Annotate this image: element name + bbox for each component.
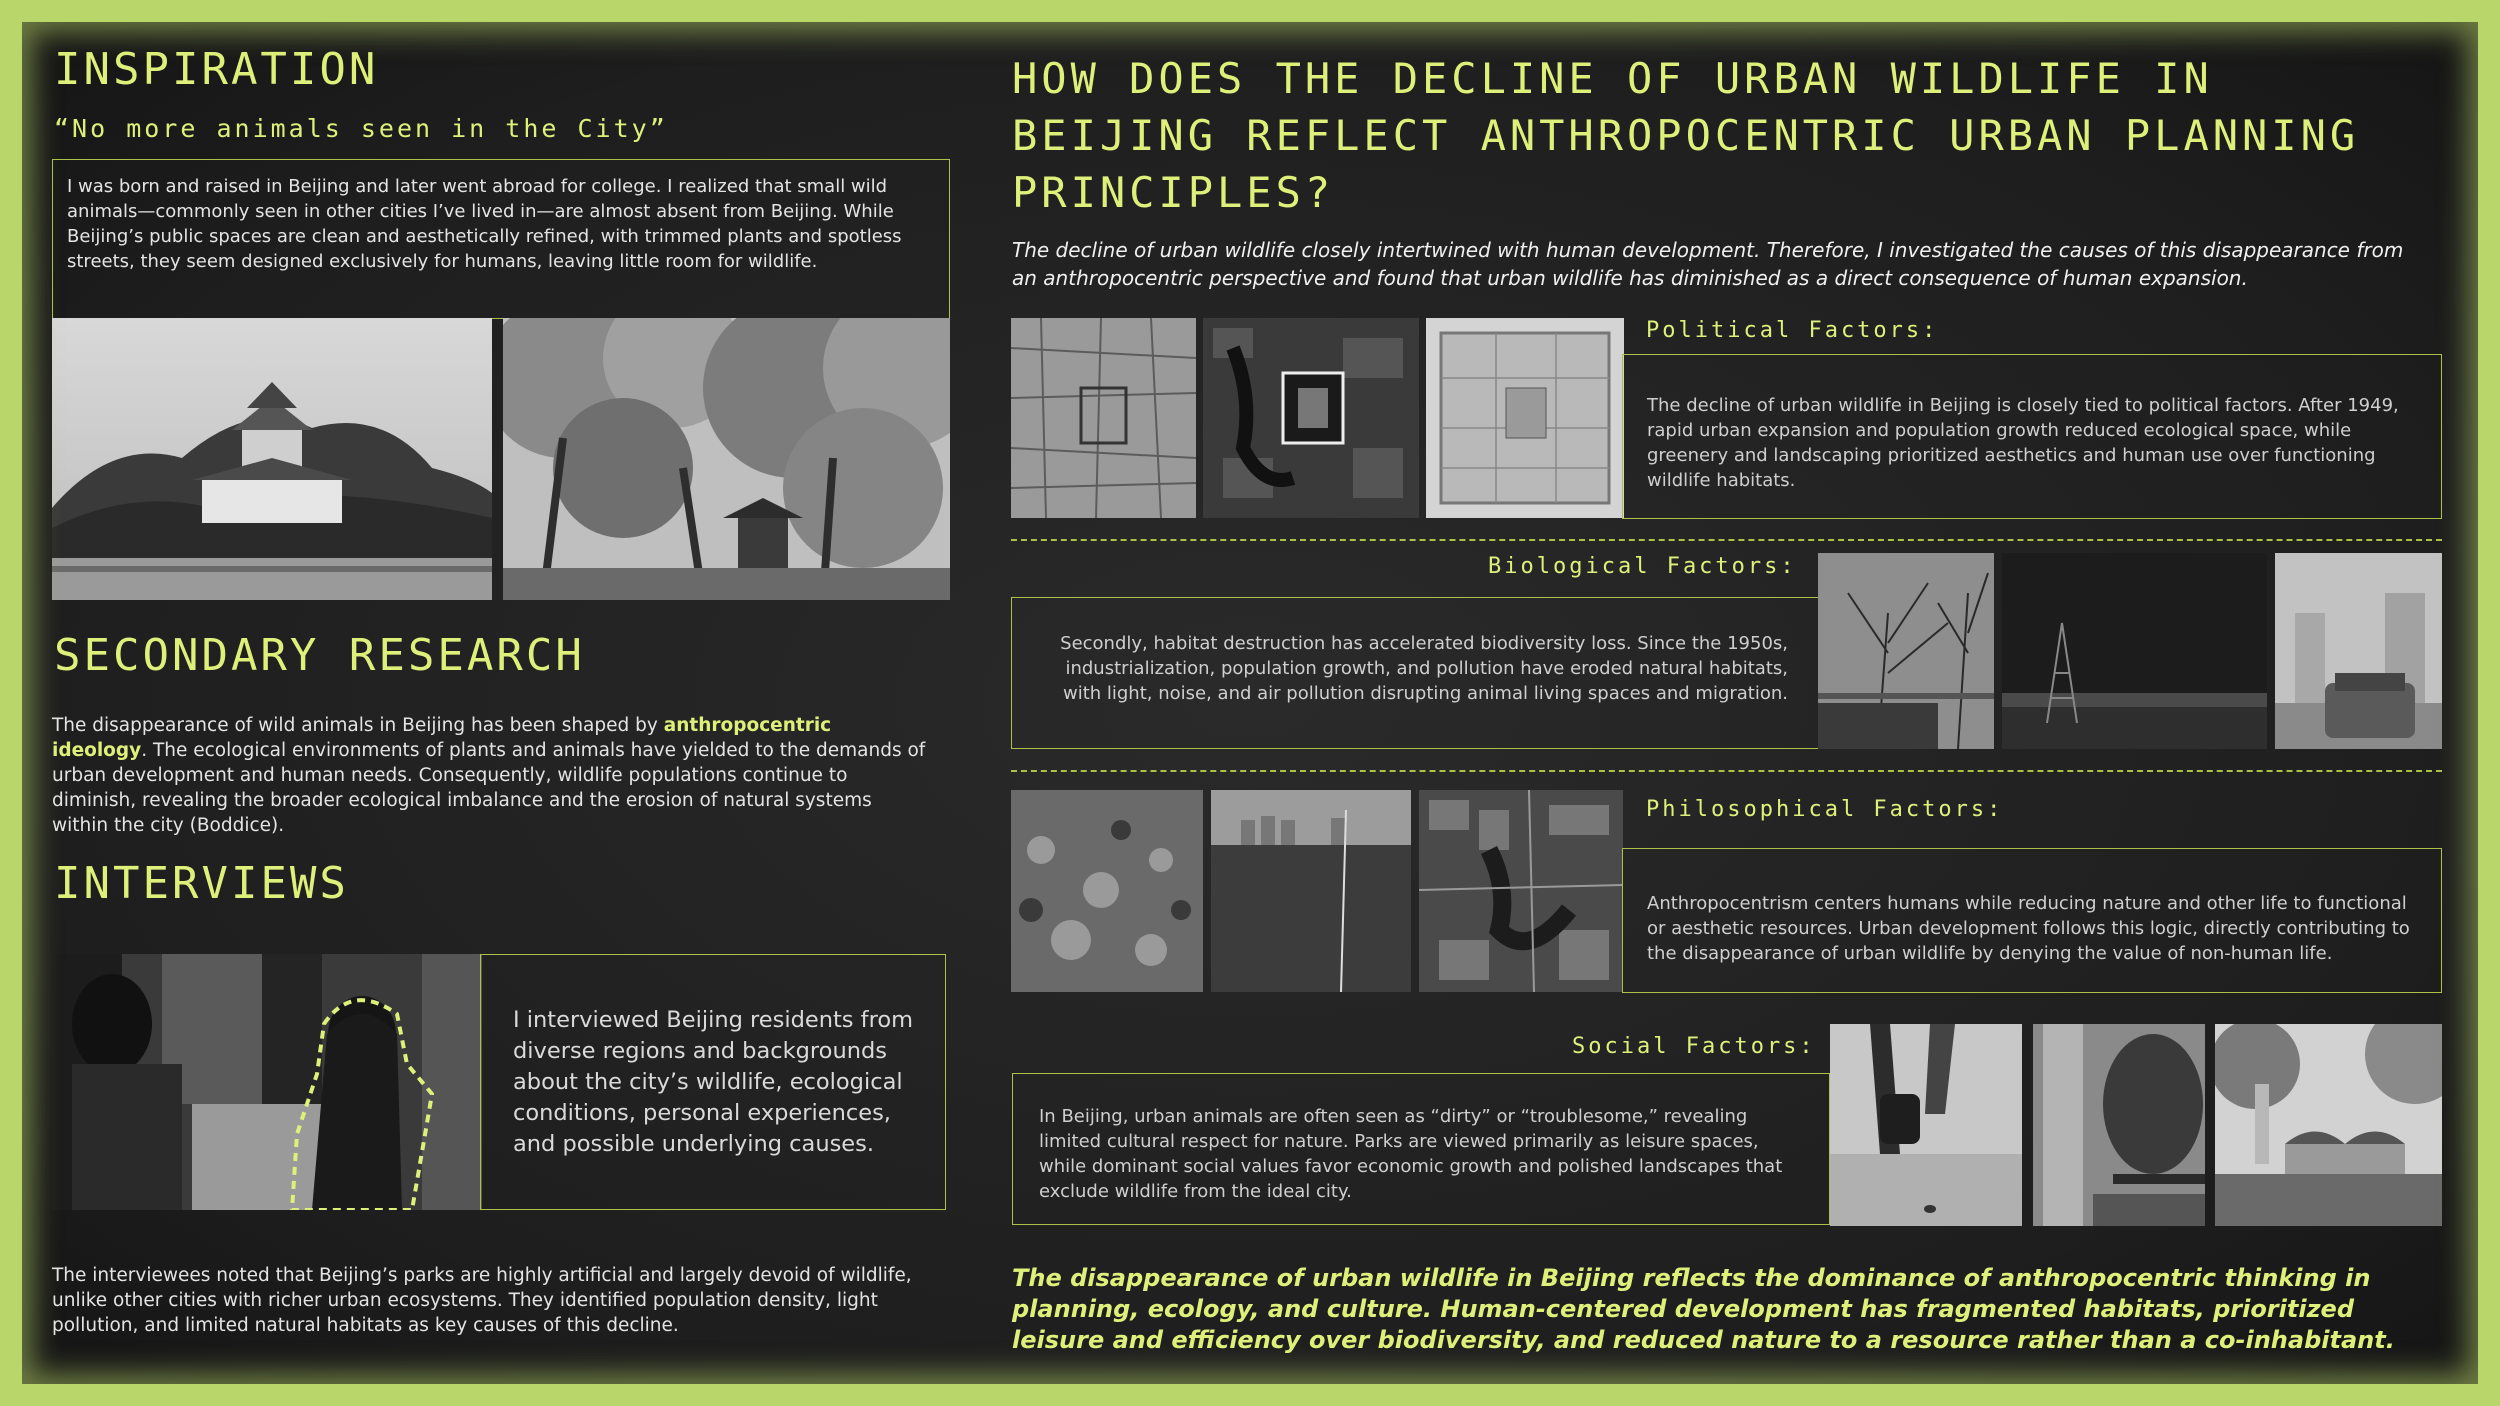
social-factors-title: Social Factors: <box>1572 1034 1816 1059</box>
political-factors-title: Political Factors: <box>1646 318 1939 343</box>
divider-2 <box>1011 770 2442 772</box>
interviews-title: INTERVIEWS <box>54 858 349 909</box>
divider-1 <box>1011 539 2442 541</box>
secondary-research-text <box>52 713 932 838</box>
main-intro: The decline of urban wildlife closely intertwined with human development. Therefore, I investigated the causes of this disappearance from an anthropocentric perspective and found that urban wildlife has diminished as a direct consequence of human expansion. <box>1012 238 2404 290</box>
inspiration-text-box <box>52 159 950 319</box>
political-factors-text: The decline of urban wildlife in Beijing is closely tied to political factors. After 1949, rapid urban expansion and population growth reduced ecological space, while greenery and landscaping prioritized aesthetics and human use over functioning wildlife habitats. <box>1647 395 2399 491</box>
philosophical-factors-text: Anthropocentrism centers humans while reducing nature and other life to functional or aesthetic resources. Urban development follows this logic, directly contributing to the disappearance of urban wildlife by denying the value of non-human life. <box>1647 893 2410 964</box>
political-map-photo-1 <box>1011 318 1196 518</box>
sculpture-photo <box>2033 1024 2205 1226</box>
interviews-bottom-text: The interviewees noted that Beijing’s parks are highly artificial and largely devoid of wildlife, unlike other cities with richer urban ecosystems. They identified population density, light pollution, and limited natural habitats as key causes of this decline. <box>52 1265 912 1336</box>
secondary-text-after: . The ecological environments of plants and animals have yielded to the demands of urban development and human needs. Consequently, wildlife populations continue to diminish, revealing the broader ecological imbalance and the erosion of natural systems within the city (Boddice). <box>52 740 926 836</box>
interview-photo <box>52 954 482 1210</box>
social-text-box <box>1012 1073 1830 1225</box>
secondary-highlight: anthropocentric ideology <box>52 715 832 761</box>
winter-trees-photo <box>1818 553 1994 749</box>
political-map-photo-3 <box>1426 318 1624 518</box>
interview-box-text: I interviewed Beijing residents from diverse regions and backgrounds about the city’s wildlife, ecological conditions, personal experiences, and possible underlying causes. <box>513 1007 914 1157</box>
night-tower-photo <box>2002 553 2267 749</box>
inspiration-title: INSPIRATION <box>54 44 379 95</box>
barren-land-photo <box>1211 790 1411 992</box>
rubble-photo <box>1011 790 1203 992</box>
aerial-view-photo <box>1419 790 1623 992</box>
philosophical-factors-title: Philosophical Factors: <box>1646 797 2004 822</box>
main-question: HOW DOES THE DECLINE OF URBAN WILDLIFE IN BEIJING REFLECT ANTHROPOCENTRIC URBAN PLANNING PRINCIPLES? <box>1012 54 2360 217</box>
secondary-text-before: The disappearance of wild animals in Beijing has been shaped by <box>52 715 664 736</box>
inspiration-text: I was born and raised in Beijing and later went abroad for college. I realized that small wild animals—commonly seen in other cities I’ve lived in—are almost absent from Beijing. While Beijing’s public spaces are clean and aesthetically refined, with trimmed plants and spotless streets, they seem designed exclusively for humans, leaving little room for wildlife. <box>67 176 902 272</box>
interview-text-box <box>480 954 946 1210</box>
secondary-research-title: SECONDARY RESEARCH <box>54 630 585 681</box>
social-factors-text: In Beijing, urban animals are often seen as “dirty” or “troublesome,” revealing limited cultural respect for nature. Parks are viewed primarily as leisure spaces, while dominant social values favor economic growth and polished landscapes that exclude wildlife from the ideal city. <box>1039 1106 1783 1202</box>
inspiration-quote: “No more animals seen in the City” <box>54 114 668 143</box>
street-people-photo <box>1830 1024 2022 1226</box>
main-conclusion: The disappearance of urban wildlife in Beijing reflects the dominance of anthropocentric thinking in planning, ecology, and culture. Human-centered development has fragmented habitats, prioritized leisure and efficiency over biodiversity, and reduced nature to a resource rather than a co-inhabitant. <box>1012 1264 2395 1354</box>
political-map-photo-2 <box>1203 318 1419 518</box>
biological-factors-text: Secondly, habitat destruction has accelerated biodiversity loss. Since the 1950s, industrialization, population growth, and pollution have eroded natural habitats, with light, noise, and air pollution disrupting animal living spaces and migration. <box>1060 633 1788 704</box>
smog-street-photo <box>2275 553 2442 749</box>
pavilion-trees-photo <box>503 318 950 600</box>
biological-factors-title: Biological Factors: <box>1488 554 1797 579</box>
philosophical-text-box <box>1622 848 2442 993</box>
biological-text-box <box>1011 597 1819 749</box>
summer-palace-photo <box>52 318 492 600</box>
political-text-box <box>1622 354 2442 519</box>
park-pavilion-photo <box>2215 1024 2442 1226</box>
